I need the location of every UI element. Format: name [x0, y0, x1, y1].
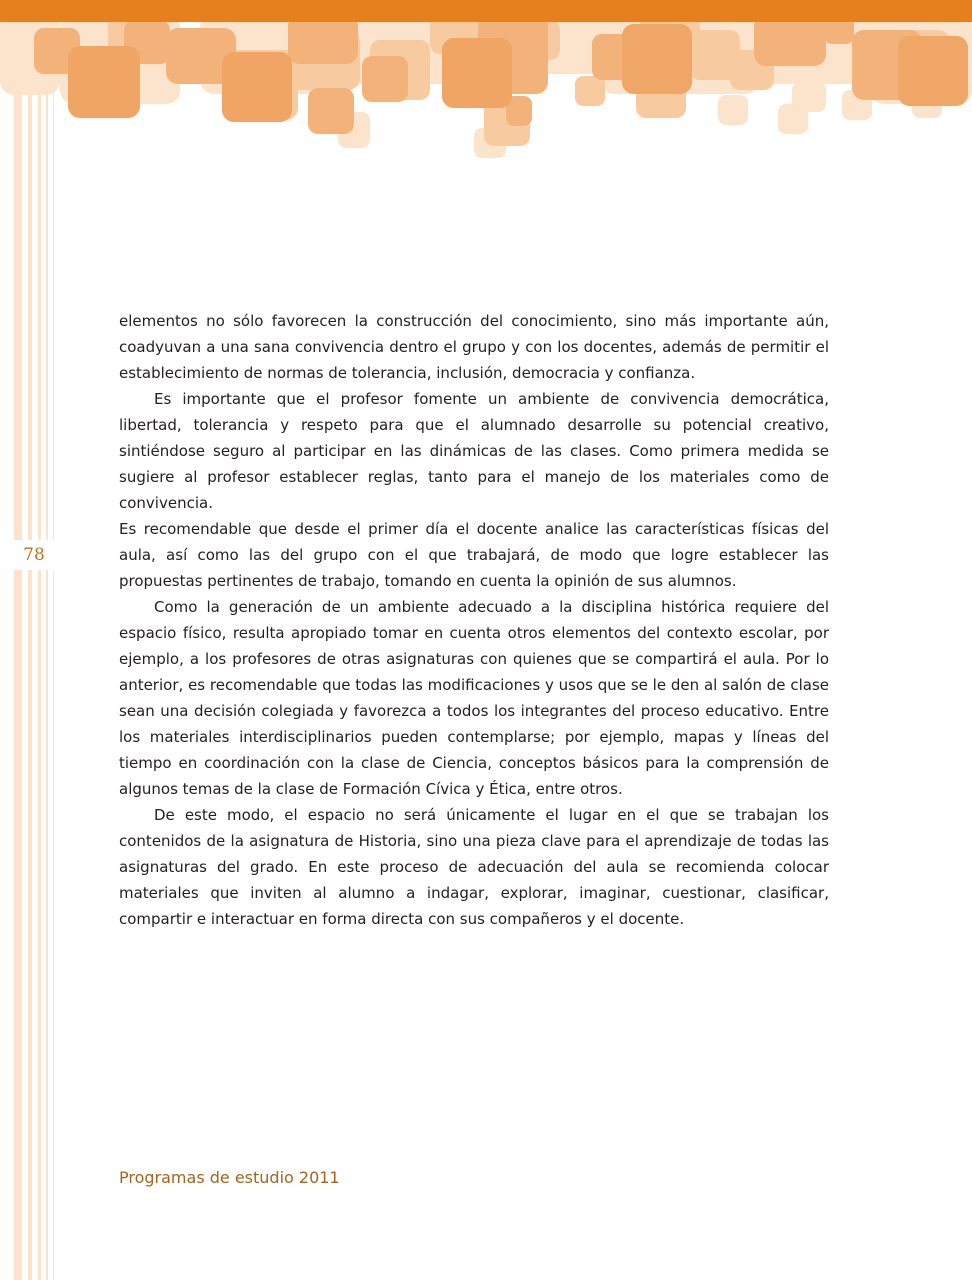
side-stripes-decoration — [0, 0, 60, 1280]
paragraph-5: De este modo, el espacio no será únicamente el lugar en el que se trabajan los contenidos de la asignatura de Historia, sino una pieza clave para el aprendizaje de todas las asignaturas del grado. En este proceso de adecuación del aula se recomienda colocar materiales que inviten al alumno a indagar, explorar, imaginar, cuestionar, clasificar, compartir e interactuar en forma directa con sus compañeros y el docente. — [119, 806, 829, 928]
top-accent-bar — [0, 0, 972, 22]
footer-title: Programas de estudio 2011 — [119, 1168, 340, 1187]
page-number: 78 — [14, 540, 54, 570]
paragraph-4: Como la generación de un ambiente adecuado a la disciplina histórica requiere del espacio físico, resulta apropiado tomar en cuenta otros elementos del contexto escolar, por ejemplo, a los profesores de otras asignaturas con quienes que se compartirá el aula. Por lo anterior, es recomendable que todas las modificaciones y usos que se le den al salón de clase sean una decisión colegiada y favorezca a todos los integrantes del proceso educativo. Entre los materiales interdisciplinarios pueden contemplarse; por ejemplo, mapas y líneas del tiempo en coordinación con la clase de Ciencia, conceptos básicos para la comprensión de algunos temas de la clase de Formación Cívica y Ética, entre otros. — [119, 598, 829, 798]
body-text — [119, 308, 829, 932]
paragraph-3: Es recomendable que desde el primer día el docente analice las características físicas del aula, así como las del grupo con el que trabajará, de modo que logre establecer las propuestas pertinentes de trabajo, tomando en cuenta la opinión de sus alumnos. — [119, 520, 829, 590]
paragraph-2: Es importante que el profesor fomente un ambiente de convivencia democrática, libertad, tolerancia y respeto para que el alumnado desarrolle su potencial creativo, sintiéndose seguro al participar en las dinámicas de las clases. Como primera medida se sugiere al profesor establecer reglas, tanto para el manejo de los materiales como de convivencia. — [119, 390, 829, 512]
header-decoration — [0, 0, 972, 170]
paragraph-1: elementos no sólo favorecen la construcción del conocimiento, sino más importante aún, coadyuvan a una sana convivencia dentro el grupo y con los docentes, además de permitir el establecimiento de normas de tolerancia, inclusión, democracia y confianza. — [119, 312, 829, 382]
